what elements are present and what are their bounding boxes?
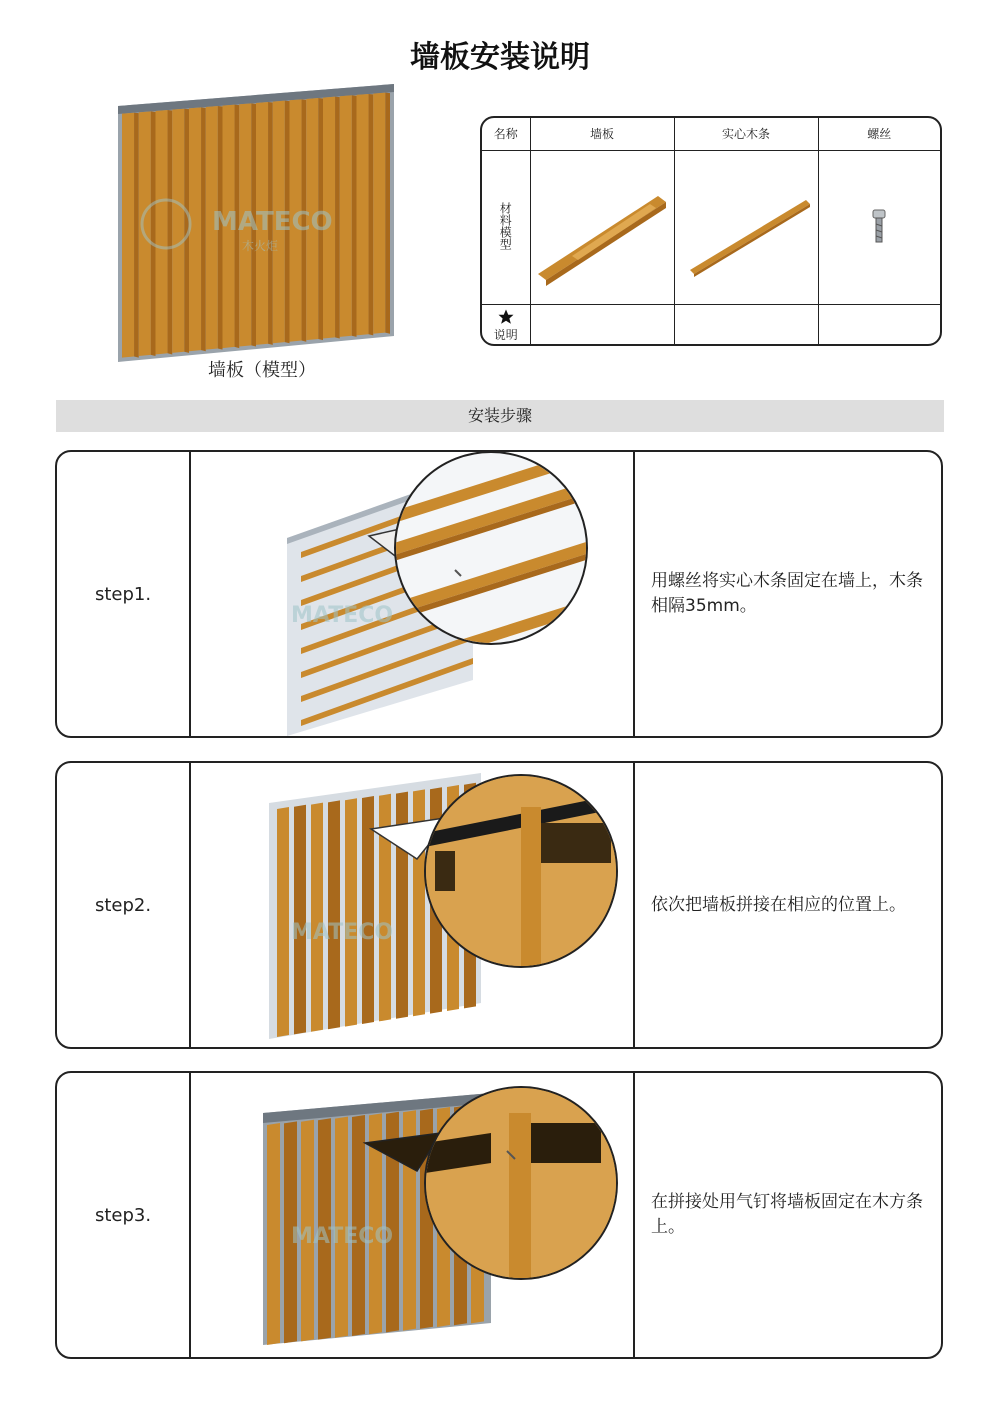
step-3-description-cell (635, 1073, 941, 1357)
step-2-description: 依次把墙板拼接在相应的位置上。 (651, 894, 906, 915)
star-icon (497, 308, 515, 326)
header-wall-panel: 墙板 (530, 118, 674, 150)
page-title: 墙板安装说明 (410, 40, 590, 75)
row-note-label: 说明 (493, 327, 518, 342)
header-screw: 螺丝 (818, 118, 940, 150)
note-cell-solid-strip (674, 304, 818, 344)
step-1 (55, 450, 943, 738)
row-model-label: 材料模型 (498, 201, 513, 250)
note-cell-wall-panel (530, 304, 674, 344)
wall-panel-image-cell (530, 150, 674, 304)
wall-panel-model-image (112, 78, 402, 368)
step-2 (55, 761, 943, 1049)
section-install-steps: 安装步骤 (56, 400, 944, 432)
row-note-label-cell (482, 304, 530, 344)
header-solid-strip: 实心木条 (674, 118, 818, 150)
watermark-text: MATECO (212, 207, 333, 237)
materials-table (480, 116, 942, 346)
hero-caption: 墙板（模型） (208, 360, 316, 381)
step-2-description-cell (635, 763, 941, 1047)
step-1-image (191, 452, 635, 736)
step-1-description: 用螺丝将实心木条固定在墙上，木条相隔35mm。 (651, 571, 923, 616)
solid-strip-image-cell (674, 150, 818, 304)
step-1-label: step1. (57, 452, 191, 736)
step-3 (55, 1071, 943, 1359)
row-model-label-cell (482, 150, 530, 304)
screw-image-cell (818, 150, 940, 304)
note-cell-screw (818, 304, 940, 344)
step-3-description: 在拼接处用气钉将墙板固定在木方条上。 (651, 1192, 923, 1237)
svg-text:MATECO: MATECO (291, 603, 394, 628)
svg-text:MATECO: MATECO (291, 920, 394, 945)
step-2-image (191, 763, 635, 1047)
step-3-label: step3. (57, 1073, 191, 1357)
watermark-sub-text: 木火炬 (242, 239, 279, 253)
solid-strip-image (676, 156, 816, 296)
header-name-cell: 名称 (482, 118, 530, 150)
svg-text:MATECO: MATECO (291, 1224, 394, 1249)
wall-panel-piece-image (532, 156, 672, 296)
step-1-description-cell (635, 452, 941, 736)
screw-image (859, 196, 899, 256)
step-2-label: step2. (57, 763, 191, 1047)
step-3-image (191, 1073, 635, 1357)
